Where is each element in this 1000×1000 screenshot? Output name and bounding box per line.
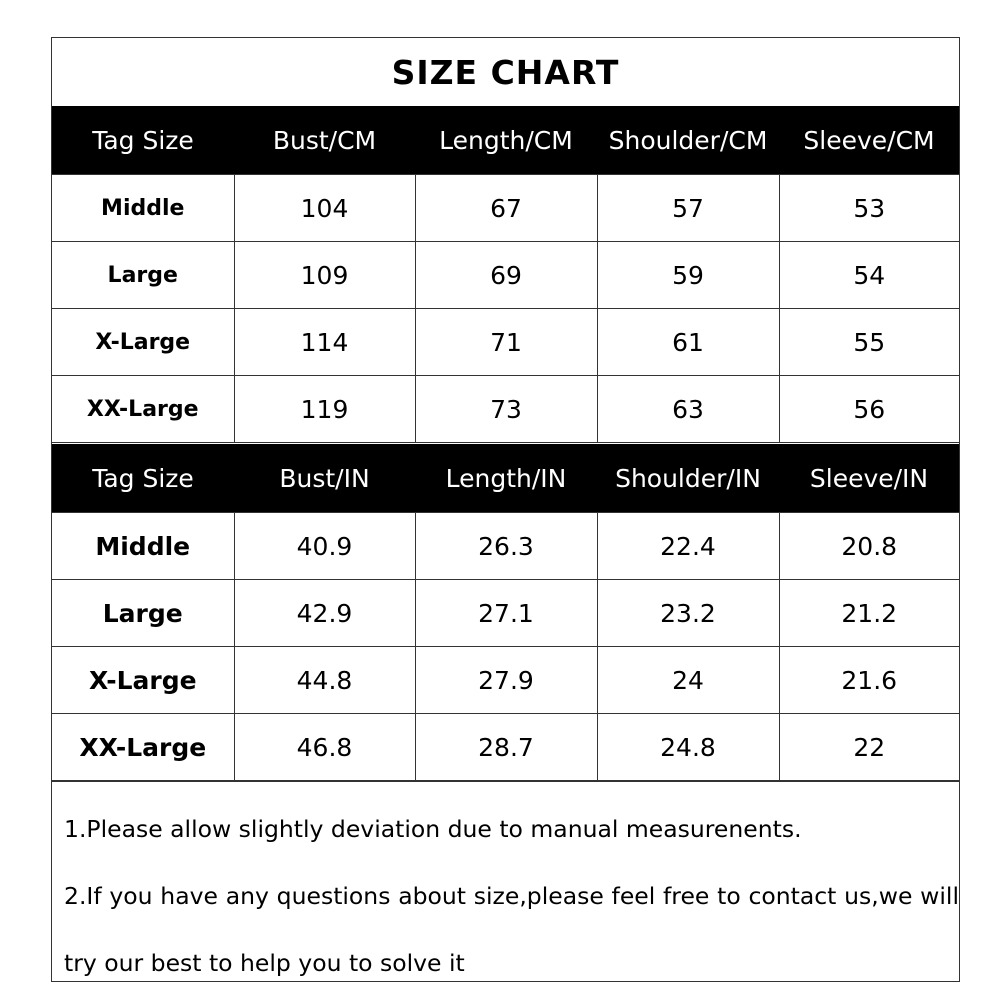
header-cell: Tag Size xyxy=(52,106,234,175)
header-cell: Shoulder/IN xyxy=(597,444,779,513)
table-row xyxy=(52,175,959,242)
tag-size-cell: Large xyxy=(52,242,234,309)
tag-size-cell: Large xyxy=(52,580,234,647)
note-1: 1.Please allow slightly deviation due to manual measurenents. xyxy=(64,815,802,843)
table-row xyxy=(52,309,959,376)
value-cell: 73 xyxy=(415,376,597,443)
value-cell: 24 xyxy=(597,647,779,714)
tag-size-cell: XX-Large xyxy=(52,376,234,443)
value-cell: 56 xyxy=(779,376,959,443)
tag-size-cell: Middle xyxy=(52,513,234,580)
size-table-in xyxy=(52,444,959,781)
value-cell: 21.6 xyxy=(779,647,959,714)
value-cell: 63 xyxy=(597,376,779,443)
value-cell: 40.9 xyxy=(234,513,415,580)
value-cell: 104 xyxy=(234,175,415,242)
value-cell: 69 xyxy=(415,242,597,309)
value-cell: 26.3 xyxy=(415,513,597,580)
tag-size-cell: Middle xyxy=(52,175,234,242)
value-cell: 54 xyxy=(779,242,959,309)
header-cell: Sleeve/CM xyxy=(779,106,959,175)
value-cell: 23.2 xyxy=(597,580,779,647)
header-cell: Bust/IN xyxy=(234,444,415,513)
header-cell: Length/CM xyxy=(415,106,597,175)
value-cell: 114 xyxy=(234,309,415,376)
tag-size-cell: X-Large xyxy=(52,309,234,376)
value-cell: 22.4 xyxy=(597,513,779,580)
value-cell: 59 xyxy=(597,242,779,309)
value-cell: 109 xyxy=(234,242,415,309)
header-cell: Shoulder/CM xyxy=(597,106,779,175)
notes-section xyxy=(52,781,959,981)
table-row xyxy=(52,242,959,309)
value-cell: 67 xyxy=(415,175,597,242)
table-row xyxy=(52,376,959,443)
note-2: 2.If you have any questions about size,please feel free to contact us,we will try our best to help you to solve it xyxy=(64,882,959,977)
value-cell: 24.8 xyxy=(597,714,779,781)
tag-size-cell: XX-Large xyxy=(52,714,234,781)
value-cell: 22 xyxy=(779,714,959,781)
table-row xyxy=(52,580,959,647)
tag-size-cell: X-Large xyxy=(52,647,234,714)
header-cell: Sleeve/IN xyxy=(779,444,959,513)
value-cell: 42.9 xyxy=(234,580,415,647)
value-cell: 27.9 xyxy=(415,647,597,714)
table-header-row xyxy=(52,444,959,513)
size-table-cm xyxy=(52,106,959,443)
value-cell: 44.8 xyxy=(234,647,415,714)
value-cell: 27.1 xyxy=(415,580,597,647)
value-cell: 20.8 xyxy=(779,513,959,580)
value-cell: 21.2 xyxy=(779,580,959,647)
table-row xyxy=(52,513,959,580)
size-chart xyxy=(51,37,960,982)
table-header-row xyxy=(52,106,959,175)
value-cell: 53 xyxy=(779,175,959,242)
header-cell: Length/IN xyxy=(415,444,597,513)
value-cell: 55 xyxy=(779,309,959,376)
value-cell: 57 xyxy=(597,175,779,242)
value-cell: 119 xyxy=(234,376,415,443)
chart-title: SIZE CHART xyxy=(391,52,620,92)
value-cell: 46.8 xyxy=(234,714,415,781)
table-row xyxy=(52,714,959,781)
header-cell: Bust/CM xyxy=(234,106,415,175)
value-cell: 28.7 xyxy=(415,714,597,781)
value-cell: 71 xyxy=(415,309,597,376)
table-row xyxy=(52,647,959,714)
header-cell: Tag Size xyxy=(52,444,234,513)
value-cell: 61 xyxy=(597,309,779,376)
